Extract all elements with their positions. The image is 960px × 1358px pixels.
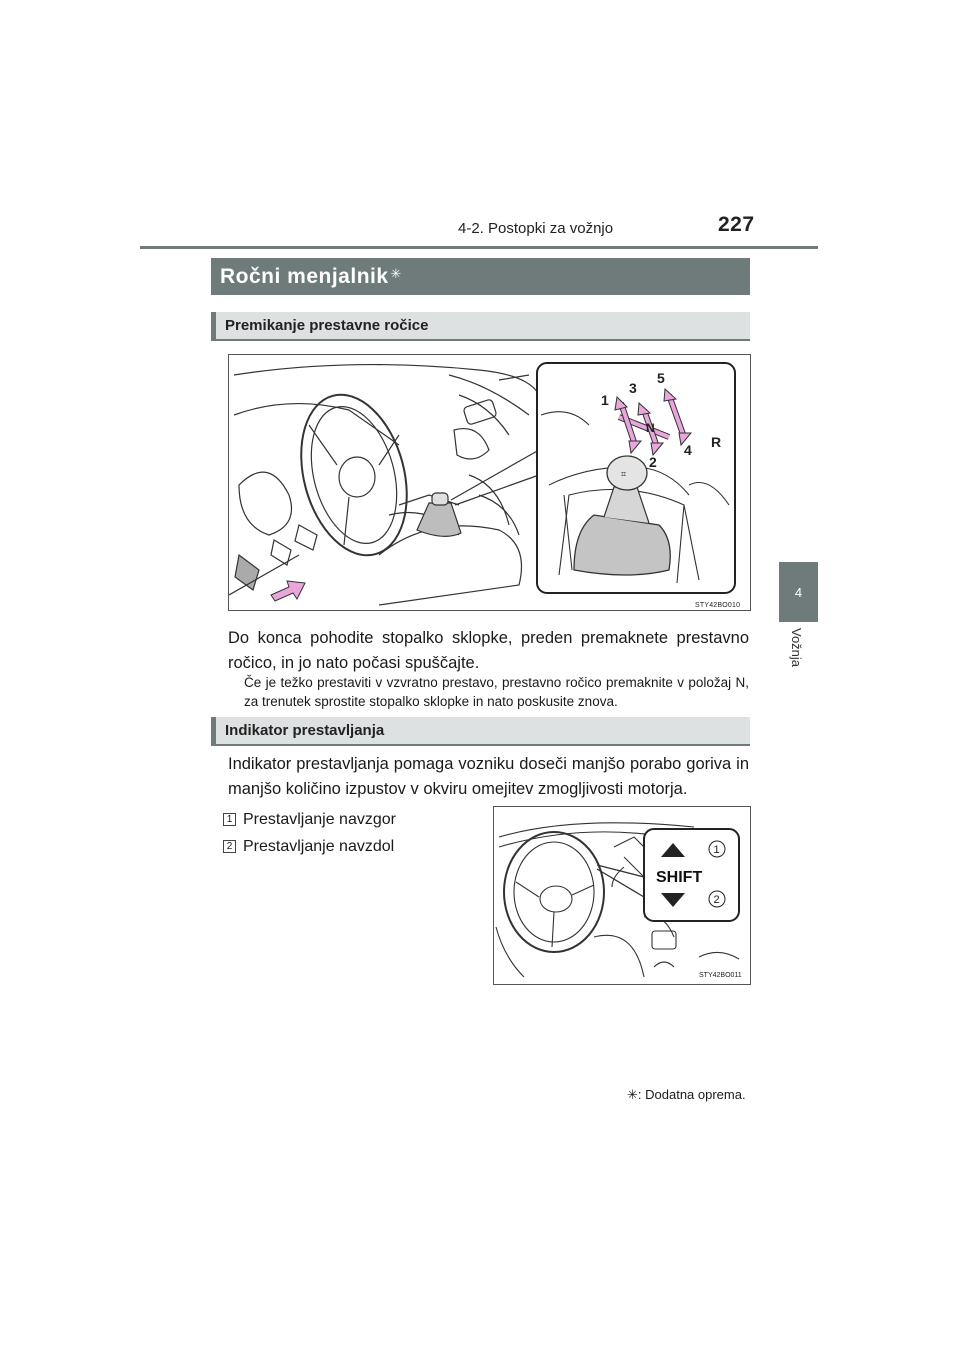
footnote-text: : Dodatna oprema. bbox=[637, 1087, 746, 1102]
list-item-upshift: Prestavljanje navzgor bbox=[243, 811, 396, 828]
list-item-downshift: Prestavljanje navzdol bbox=[243, 838, 395, 855]
page-title-text: Ročni menjalnik bbox=[220, 264, 389, 288]
gear-label-3: 3 bbox=[629, 380, 637, 396]
list-number-1: 1 bbox=[223, 813, 236, 826]
inset-number-2: 2 bbox=[713, 894, 720, 906]
footnote-marker: ✳ bbox=[627, 1087, 638, 1102]
gear-label-1: 1 bbox=[601, 392, 609, 408]
paragraph-clutch-instruction: Do konca pohodite stopalko sklopke, preden premaknete prestavno ročico, in jo nato počasi spuščajte. bbox=[228, 629, 749, 672]
figure-code-1: STY42BO010 bbox=[695, 602, 741, 609]
figure-gear-lever bbox=[228, 354, 751, 611]
chapter-label: Vožnja bbox=[789, 628, 804, 668]
gear-label-r: R bbox=[711, 434, 722, 450]
gear-label-4: 4 bbox=[684, 442, 692, 458]
paragraph-shift-indicator: Indikator prestavljanja pomaga vozniku doseči manjšo porabo goriva in manjšo količino izpustov v okviru omejitev zmogljivosti motorja. bbox=[228, 755, 749, 798]
list-number-2: 2 bbox=[223, 840, 236, 853]
gear-label-5: 5 bbox=[657, 370, 665, 386]
shift-indicator-text: SHIFT bbox=[656, 869, 703, 886]
figure-code-2: STY42BO011 bbox=[699, 972, 742, 979]
figure-shift-indicator bbox=[493, 806, 751, 985]
chapter-number: 4 bbox=[794, 584, 803, 600]
page-number: 227 bbox=[718, 213, 755, 236]
gear-label-2: 2 bbox=[649, 454, 657, 470]
inset-number-1: 1 bbox=[713, 844, 720, 856]
gear-label-n: N bbox=[646, 421, 655, 435]
header-rule bbox=[140, 246, 818, 249]
footnote bbox=[627, 1087, 746, 1103]
chapter-tab[interactable] bbox=[779, 562, 818, 622]
running-header-section: 4-2. Postopki za vožnjo bbox=[458, 220, 614, 237]
figure-gear-lever-illustration bbox=[229, 355, 750, 610]
optional-equipment-marker: ✳ bbox=[390, 265, 402, 281]
svg-text:⌗: ⌗ bbox=[621, 470, 627, 480]
section-heading-shift-indicator: Indikator prestavljanja bbox=[211, 717, 750, 746]
note-reverse-gear: Če je težko prestaviti v vzvratno prestavo, prestavno ročico premaknite v položaj N, za trenutek sprostite stopalko sklopke in nato poskusite znova. bbox=[244, 675, 749, 709]
section-heading-gear-lever: Premikanje prestavne ročice bbox=[211, 312, 750, 341]
figure-shift-indicator-illustration bbox=[494, 807, 750, 984]
page-title bbox=[211, 258, 750, 295]
